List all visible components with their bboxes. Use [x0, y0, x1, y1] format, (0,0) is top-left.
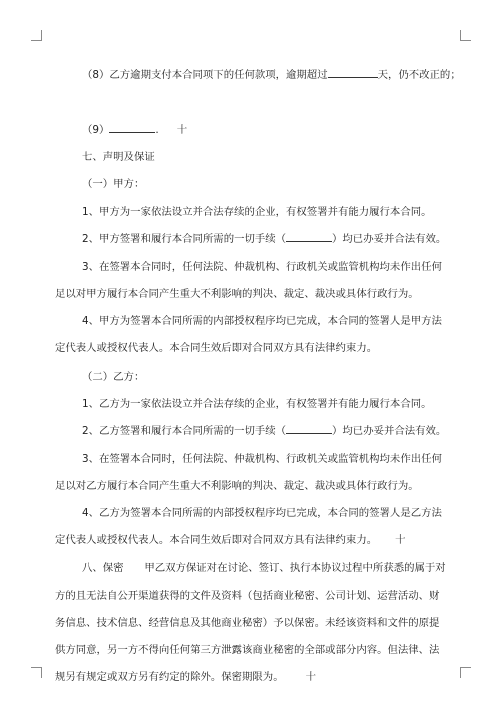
party-a-item-2: [82, 230, 446, 245]
party-b-item-3: 3、在签署本合同时，任何法院、仲裁机构、行政机关或监管机构均未作出任何: [82, 453, 442, 465]
clause-8-text: （8）乙方逾期支付本合同项下的任何款项，逾期超过: [82, 69, 328, 81]
clause-9-mark: 十: [176, 124, 188, 136]
clause-9-blank: [109, 121, 155, 133]
party-a-item-2-suffix: ）均已办妥并合法有效。: [332, 233, 447, 245]
party-a-item-3-cont: 足以对甲方履行本合同产生重大不利影响的判决、裁定、裁决或具体行政行为。: [55, 288, 419, 300]
overdue-days-blank: [328, 66, 378, 78]
clause-8-line: [82, 66, 461, 81]
clause-9-period: .: [155, 124, 159, 136]
crop-mark-bottom-left: [31, 667, 42, 678]
party-b-item-3-cont: 足以对乙方履行本合同产生重大不利影响的判决、裁定、裁决或具体行政行为。: [55, 480, 419, 492]
section-8-mark: 十: [305, 671, 316, 683]
party-a-item-4-cont: 定代表人或授权代表人。本合同生效后即对合同双方具有法律约束力。: [55, 342, 378, 354]
party-b-item-1: 1、乙方为一家依法设立并合法存续的企业，有权签署并有能力履行本合同。: [82, 398, 432, 410]
party-b-item-4-cont: [55, 531, 406, 546]
section-8-line-5-text: 规另有规定或双方另有约定的除外。保密期限为。: [55, 671, 284, 683]
party-b-item-2: [82, 422, 446, 437]
party-a-item-3: 3、在签署本合同时，任何法院、仲裁机构、行政机关或监管机构均未作出任何: [82, 261, 442, 273]
crop-mark-bottom-right: [460, 667, 471, 678]
party-a-item-1: 1、甲方为一家依法设立并合法存续的企业，有权签署并有能力履行本合同。: [82, 206, 432, 218]
clause-9-line: [82, 121, 187, 136]
party-a-item-4: 4、甲方为签署本合同所需的内部授权程序均已完成，本合同的签署人是甲方法: [82, 315, 442, 327]
party-b-heading: （二）乙方：: [82, 371, 145, 383]
party-a-heading: （一）甲方：: [82, 178, 145, 190]
section-8-line-5: [55, 668, 316, 683]
party-b-item-2-text: 2、乙方签署和履行本合同所需的一切手续（: [82, 425, 287, 437]
crop-mark-top-right: [460, 30, 471, 41]
clause-8-suffix: 天，仍不改正的；: [377, 69, 461, 81]
section-8-confidentiality: 八、保密 甲乙双方保证对在讨论、签订、执行本协议过程中所获悉的属于对: [82, 562, 446, 574]
party-b-item-4: 4、乙方为签署本合同所需的内部授权程序均已完成，本合同的签署人是乙方法: [82, 507, 442, 519]
party-b-item-4-cont-text: 定代表人或授权代表人。本合同生效后即对合同双方具有法律约束力。: [55, 534, 378, 546]
party-b-item-2-suffix: ）均已办妥并合法有效。: [332, 425, 447, 437]
section-7-heading: 七、声明及保证: [82, 151, 155, 163]
party-b-item-4-mark: 十: [395, 534, 406, 546]
section-8-line-2: 方的且无法自公开渠道获得的文件及资料（包括商业秘密、公司计划、运营活动、财: [55, 590, 440, 602]
party-b-procedures-blank: [286, 422, 332, 434]
party-a-procedures-blank: [286, 230, 332, 242]
party-a-item-2-text: 2、甲方签署和履行本合同所需的一切手续（: [82, 233, 287, 245]
section-8-line-3: 务信息、技术信息、经营信息及其他商业秘密）予以保密。未经该资料和文件的原提: [55, 617, 440, 629]
section-8-line-4: 供方同意，另一方不得向任何第三方泄露该商业秘密的全部或部分内容。但法律、法: [55, 644, 440, 656]
clause-9-label: （9）: [82, 124, 110, 136]
crop-mark-top-left: [31, 30, 42, 41]
